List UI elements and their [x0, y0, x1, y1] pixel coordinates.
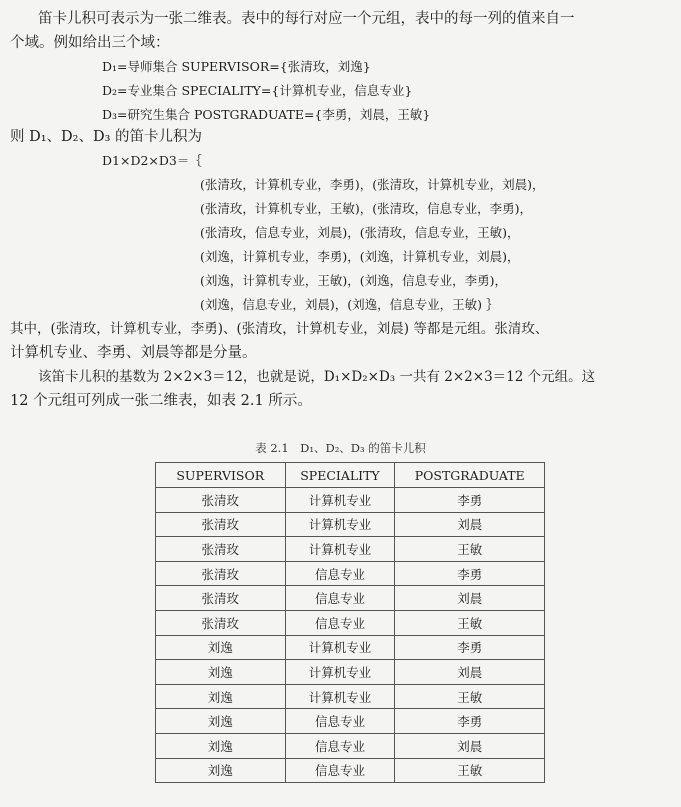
cell-supervisor: 刘逸 [156, 684, 286, 709]
cell-speciality: 计算机专业 [285, 512, 395, 537]
cell-speciality: 计算机专业 [285, 488, 395, 513]
table-row [156, 512, 545, 537]
where-line-1: 其中，(张清玫，计算机专业，李勇)、(张清玫，计算机专业，刘晨) 等都是元组。张清玫、 [10, 321, 549, 337]
table-row [156, 709, 545, 734]
product-line: (张清玫，计算机专业，王敏)，(张清玫，信息专业，李勇)， [200, 201, 533, 216]
cell-postgraduate: 王敏 [395, 758, 545, 783]
table-row [156, 561, 545, 586]
cell-postgraduate: 刘晨 [395, 586, 545, 611]
product-line: (刘逸，计算机专业，王敏)，(刘逸，信息专业，李勇)， [200, 273, 508, 288]
cell-speciality: 信息专业 [285, 586, 395, 611]
then-line: 则 D₁、D₂、D₃ 的笛卡儿积为 [10, 129, 203, 145]
table-row [156, 635, 545, 660]
cell-postgraduate: 刘晨 [395, 660, 545, 685]
cell-speciality: 信息专业 [285, 758, 395, 783]
domain-d3: D₃=研究生集合 POSTGRADUATE={李勇，刘晨，王敏} [102, 107, 431, 122]
cell-supervisor: 张清玫 [156, 512, 286, 537]
cell-postgraduate: 王敏 [395, 610, 545, 635]
cell-supervisor: 张清玫 [156, 488, 286, 513]
product-line: (刘逸，计算机专业，李勇)，(刘逸，计算机专业，刘晨)， [200, 249, 520, 264]
table-row [156, 758, 545, 783]
cell-postgraduate: 李勇 [395, 709, 545, 734]
product-line: (张清玫，信息专业，刘晨)，(张清玫，信息专业，王敏)， [200, 225, 520, 240]
base-line-2: 12 个元组可列成一张二维表，如表 2.1 所示。 [10, 393, 312, 409]
table-row [156, 537, 545, 562]
cell-supervisor: 刘逸 [156, 635, 286, 660]
where-line-2: 计算机专业、李勇、刘晨等都是分量。 [10, 345, 257, 361]
cell-supervisor: 张清玫 [156, 586, 286, 611]
cell-speciality: 计算机专业 [285, 537, 395, 562]
domain-d1: D₁=导师集合 SUPERVISOR={张清玫，刘逸} [102, 59, 371, 74]
cell-speciality: 信息专业 [285, 610, 395, 635]
cell-supervisor: 刘逸 [156, 709, 286, 734]
header-speciality: SPECIALITY [285, 463, 395, 488]
cell-postgraduate: 李勇 [395, 488, 545, 513]
cartesian-product-table [155, 462, 545, 783]
header-postgraduate: POSTGRADUATE [395, 463, 545, 488]
product-head: D1×D2×D3＝｛ [102, 153, 202, 168]
cell-supervisor: 张清玫 [156, 561, 286, 586]
table-header-row [156, 463, 545, 488]
cell-postgraduate: 刘晨 [395, 512, 545, 537]
table-row [156, 733, 545, 758]
table-row [156, 660, 545, 685]
table-row [156, 586, 545, 611]
base-line-1: 该笛卡儿积的基数为 2×2×3＝12，也就是说，D₁×D₂×D₃ 一共有 2×2×3＝12 个元组。这 [38, 369, 596, 385]
cell-supervisor: 刘逸 [156, 733, 286, 758]
cell-postgraduate: 李勇 [395, 635, 545, 660]
table-caption: 表 2.1 D₁、D₂、D₃ 的笛卡儿积 [255, 441, 426, 455]
cell-postgraduate: 刘晨 [395, 733, 545, 758]
cell-speciality: 信息专业 [285, 709, 395, 734]
cell-speciality: 信息专业 [285, 733, 395, 758]
product-line: (刘逸，信息专业，刘晨)，(刘逸，信息专业，王敏) ｝ [200, 297, 499, 312]
cell-postgraduate: 王敏 [395, 684, 545, 709]
header-supervisor: SUPERVISOR [156, 463, 286, 488]
cell-speciality: 计算机专业 [285, 635, 395, 660]
cell-postgraduate: 王敏 [395, 537, 545, 562]
table-row [156, 610, 545, 635]
cell-postgraduate: 李勇 [395, 561, 545, 586]
cell-speciality: 信息专业 [285, 561, 395, 586]
product-line: (张清玫，计算机专业，李勇)，(张清玫，计算机专业，刘晨)， [200, 177, 545, 192]
table-row [156, 684, 545, 709]
cell-speciality: 计算机专业 [285, 660, 395, 685]
cell-supervisor: 刘逸 [156, 660, 286, 685]
cell-speciality: 计算机专业 [285, 684, 395, 709]
cell-supervisor: 张清玫 [156, 537, 286, 562]
intro-line-1: 笛卡儿积可表示为一张二维表。表中的每行对应一个元组，表中的每一列的值来自一 [38, 11, 575, 27]
table-row [156, 488, 545, 513]
domain-d2: D₂=专业集合 SPECIALITY={计算机专业，信息专业} [102, 83, 413, 98]
cell-supervisor: 刘逸 [156, 758, 286, 783]
cell-supervisor: 张清玫 [156, 610, 286, 635]
intro-line-2: 个域。例如给出三个域： [10, 35, 170, 51]
